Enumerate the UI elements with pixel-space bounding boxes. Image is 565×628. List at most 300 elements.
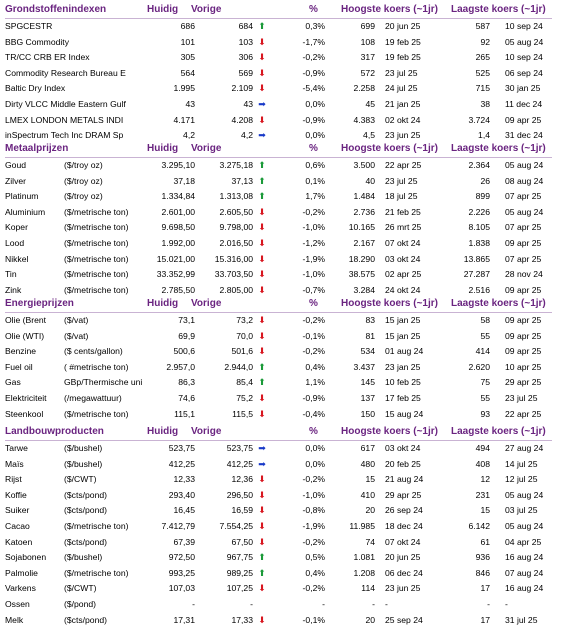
- previous-price: 17,33: [231, 614, 253, 625]
- previous-price: 7.554,25: [219, 520, 253, 531]
- col-header-previous: Vorige: [191, 143, 222, 154]
- section-1: [5, 141, 552, 298]
- previous-price: 67,50: [231, 536, 253, 547]
- arrow-up-icon: ⬆: [258, 175, 266, 186]
- table-row: [5, 252, 552, 268]
- change-pct: -0,9%: [302, 114, 325, 125]
- high-date: 23 jul 25: [385, 67, 418, 78]
- current-price: 1.992,00: [161, 237, 195, 248]
- low-date: 09 apr 25: [505, 330, 542, 341]
- arrow-down-icon: ⬇: [258, 505, 266, 516]
- change-pct: 0,0%: [305, 130, 325, 141]
- high-date: 10 feb 25: [385, 377, 421, 388]
- commodity-name: Lood: [5, 237, 25, 248]
- change-pct: -1,9%: [302, 520, 325, 531]
- previous-price: 43: [243, 98, 253, 109]
- change-pct: -0,4%: [302, 408, 325, 419]
- commodity-name: Palmolie: [5, 567, 38, 578]
- low-value: 26: [480, 175, 490, 186]
- table-row: [5, 407, 552, 423]
- col-header-previous: Vorige: [191, 298, 222, 309]
- arrow-right-icon: ➡: [258, 443, 266, 453]
- high-value: 150: [360, 408, 375, 419]
- low-date: 09 apr 25: [505, 346, 542, 357]
- change-pct: 0,0%: [305, 443, 325, 453]
- table-row: [5, 566, 552, 582]
- table-row: [5, 550, 552, 566]
- section-title: Metaalprijzen: [5, 143, 69, 154]
- previous-price: 684: [238, 21, 253, 31]
- commodity-name: Fuel oil: [5, 361, 33, 372]
- change-pct: 1,7%: [305, 191, 325, 202]
- low-value: 936: [475, 552, 490, 563]
- commodity-name: Koffie: [5, 489, 27, 500]
- table-row: [5, 313, 552, 329]
- high-value: 137: [360, 392, 375, 403]
- low-date: 30 jan 25: [505, 83, 541, 94]
- commodity-unit: ($/metrische ton): [64, 253, 129, 264]
- commodity-name: Maïs: [5, 458, 24, 469]
- table-row: [5, 50, 552, 66]
- change-pct: -0,2%: [302, 536, 325, 547]
- col-header-current: Huidig: [147, 426, 179, 437]
- high-date: 23 jun 25: [385, 583, 421, 594]
- high-value: 699: [360, 21, 375, 31]
- previous-price: 2.944,0: [224, 361, 253, 372]
- table-row: [5, 344, 552, 360]
- high-value: 114: [361, 583, 375, 594]
- low-date: 10 sep 24: [505, 21, 543, 31]
- high-date: 23 jun 25: [385, 130, 421, 141]
- low-value: 17: [480, 614, 490, 625]
- low-value: 58: [480, 315, 490, 325]
- low-date: 06 sep 24: [505, 67, 543, 78]
- arrow-up-icon: ⬆: [258, 21, 266, 31]
- section-title: Grondstoffenindexen: [5, 4, 107, 15]
- previous-price: 3.275,18: [219, 160, 253, 170]
- current-price: 993,25: [168, 567, 195, 578]
- commodity-name: Zink: [5, 284, 22, 295]
- high-date: 20 feb 25: [385, 458, 421, 469]
- low-date: 07 apr 25: [505, 191, 542, 202]
- change-pct: -1,0%: [302, 269, 325, 280]
- arrow-down-icon: ⬇: [258, 269, 266, 280]
- low-date: 10 apr 25: [505, 361, 542, 372]
- high-value: 11.985: [349, 520, 375, 531]
- commodity-name: Koper: [5, 222, 28, 233]
- commodity-unit: ($cts/pond): [64, 614, 107, 625]
- commodity-name: Olie (WTI): [5, 330, 45, 341]
- previous-price: 103: [238, 36, 253, 47]
- low-date: 05 aug 24: [505, 206, 544, 217]
- current-price: 73,1: [178, 315, 195, 325]
- table-row: [5, 19, 552, 35]
- previous-price: 296,50: [226, 489, 253, 500]
- change-pct: -0,7%: [302, 284, 325, 295]
- change-pct: 0,4%: [305, 361, 325, 372]
- high-value: 45: [365, 98, 375, 109]
- low-value: 55: [480, 392, 490, 403]
- high-value: 1.208: [353, 567, 375, 578]
- current-price: 523,75: [168, 443, 195, 453]
- low-value: 846: [475, 567, 490, 578]
- arrow-down-icon: ⬇: [258, 67, 266, 78]
- high-value: 4.383: [353, 114, 375, 125]
- previous-price: 1.313,08: [219, 191, 253, 202]
- low-date: 16 aug 24: [505, 552, 544, 563]
- low-value: 75: [480, 377, 490, 388]
- arrow-down-icon: ⬇: [258, 330, 266, 341]
- high-value: -: [372, 598, 375, 609]
- change-pct: -0,2%: [302, 346, 325, 357]
- low-value: 55: [480, 330, 490, 341]
- high-date: 25 sep 24: [385, 614, 423, 625]
- commodity-name: Suiker: [5, 505, 30, 516]
- table-row: [5, 360, 552, 376]
- previous-price: 989,25: [226, 567, 253, 578]
- arrow-down-icon: ⬇: [258, 206, 266, 217]
- low-date: 07 aug 24: [505, 567, 544, 578]
- previous-price: 12,36: [231, 474, 253, 485]
- low-value: 1.838: [468, 237, 490, 248]
- low-value: 715: [475, 83, 490, 94]
- low-date: 23 jul 25: [505, 392, 538, 403]
- high-date: 21 jan 25: [385, 98, 421, 109]
- commodity-name: BBG Commodity: [5, 36, 69, 47]
- high-date: 07 okt 24: [385, 237, 421, 248]
- commodity-name: Commodity Research Bureau E: [5, 67, 126, 78]
- arrow-down-icon: ⬇: [258, 83, 266, 94]
- current-price: 115,1: [174, 408, 195, 419]
- section-header: [5, 141, 552, 158]
- table-row: [5, 158, 552, 174]
- table-row: [5, 35, 552, 51]
- low-date: 05 aug 24: [505, 36, 544, 47]
- low-date: -: [505, 598, 508, 609]
- change-pct: -1,0%: [302, 489, 325, 500]
- commodity-name: LMEX LONDON METALS INDI: [5, 114, 124, 125]
- commodity-unit: ($/vat): [64, 330, 89, 341]
- table-row: [5, 441, 552, 457]
- current-price: 4,2: [183, 130, 195, 141]
- commodity-name: Rijst: [5, 474, 22, 485]
- change-pct: 0,5%: [305, 552, 325, 563]
- high-value: 18.290: [348, 253, 375, 264]
- change-pct: -0,8%: [302, 505, 325, 516]
- high-date: 01 aug 24: [385, 346, 424, 357]
- commodity-unit: ($/metrische ton): [64, 237, 129, 248]
- change-pct: -1,9%: [302, 253, 325, 264]
- current-price: 9.698,50: [161, 222, 195, 233]
- low-value: 2.226: [468, 206, 490, 217]
- commodity-name: Dirty VLCC Middle Eastern Gulf: [5, 98, 126, 109]
- low-date: 05 aug 24: [505, 160, 544, 170]
- arrow-right-icon: ➡: [258, 98, 266, 109]
- commodity-unit: ( #metrische ton): [64, 361, 129, 372]
- table-row: [5, 597, 552, 613]
- arrow-up-icon: ⬆: [258, 361, 266, 372]
- high-value: 83: [365, 315, 375, 325]
- high-date: 20 jun 25: [385, 21, 421, 31]
- commodity-name: TR/CC CRB ER Index: [5, 52, 90, 63]
- change-pct: 1,1%: [305, 377, 325, 388]
- low-value: 92: [480, 36, 490, 47]
- low-date: 09 apr 25: [505, 315, 542, 325]
- arrow-down-icon: ⬇: [258, 614, 266, 625]
- previous-price: -: [250, 598, 253, 609]
- commodity-name: SPGCESTR: [5, 21, 53, 31]
- high-date: 24 jul 25: [385, 83, 418, 94]
- low-date: 11 dec 24: [505, 98, 543, 109]
- current-price: 74,6: [178, 392, 195, 403]
- high-value: 2.736: [353, 206, 375, 217]
- previous-price: 115,5: [232, 408, 253, 419]
- previous-price: 306: [238, 52, 253, 63]
- low-value: 414: [475, 346, 490, 357]
- commodity-unit: ($/vat): [64, 315, 89, 325]
- col-header-pct: %: [309, 4, 318, 15]
- current-price: 33.352,99: [156, 269, 195, 280]
- high-value: 1.081: [353, 552, 375, 563]
- low-value: 2.364: [468, 160, 490, 170]
- col-header-low: Laagste koers (~1jr): [451, 426, 546, 437]
- previous-price: 75,2: [236, 392, 253, 403]
- high-date: 24 okt 24: [385, 284, 421, 295]
- high-date: 15 jan 25: [385, 330, 421, 341]
- section-title: Energieprijzen: [5, 298, 74, 309]
- arrow-down-icon: ⬇: [258, 392, 266, 403]
- current-price: 412,25: [168, 458, 195, 469]
- commodity-name: Sojabonen: [5, 552, 47, 563]
- low-date: 29 apr 25: [505, 377, 542, 388]
- current-price: 1.334,84: [161, 191, 195, 202]
- low-date: 03 jul 25: [505, 505, 538, 516]
- high-date: -: [385, 598, 388, 609]
- col-header-current: Huidig: [147, 143, 179, 154]
- high-date: 02 okt 24: [385, 114, 421, 125]
- commodity-unit: (/megawattuur): [64, 392, 122, 403]
- previous-price: 2.016,50: [219, 237, 253, 248]
- current-price: 37,18: [173, 175, 195, 186]
- commodity-unit: GBp/Thermische uni: [64, 377, 143, 388]
- current-price: 101: [180, 36, 195, 47]
- change-pct: -0,2%: [302, 315, 325, 325]
- commodity-unit: ($/metrische ton): [64, 520, 129, 531]
- commodity-unit: ($/metrische ton): [64, 269, 129, 280]
- arrow-right-icon: ➡: [258, 130, 266, 141]
- high-value: 74: [365, 536, 375, 547]
- current-price: 7.412,79: [161, 520, 195, 531]
- commodity-name: Cacao: [5, 520, 30, 531]
- change-pct: -1,7%: [302, 36, 325, 47]
- table-row: [5, 613, 552, 628]
- previous-price: 2.109: [231, 83, 253, 94]
- col-header-high: Hoogste koers (~1jr): [341, 298, 438, 309]
- high-value: 480: [360, 458, 375, 469]
- table-row: [5, 391, 552, 407]
- current-price: 500,6: [173, 346, 195, 357]
- previous-price: 967,75: [226, 552, 253, 563]
- commodity-unit: ($/CWT): [64, 474, 97, 485]
- section-0: [5, 2, 552, 144]
- low-value: 2.620: [468, 361, 490, 372]
- change-pct: -0,2%: [302, 474, 325, 485]
- high-value: 617: [360, 443, 375, 453]
- arrow-down-icon: ⬇: [258, 408, 266, 419]
- low-date: 05 aug 24: [505, 520, 544, 531]
- low-value: 587: [475, 21, 490, 31]
- commodity-name: inSpectrum Tech Inc DRAM Sp: [5, 130, 124, 141]
- high-value: 1.484: [353, 191, 375, 202]
- high-date: 03 okt 24: [385, 443, 421, 453]
- commodity-unit: ($/CWT): [64, 583, 97, 594]
- commodity-unit: ($/pond): [64, 598, 97, 609]
- current-price: 686: [180, 21, 195, 31]
- arrow-down-icon: ⬇: [258, 520, 266, 531]
- high-date: 20 jun 25: [385, 552, 421, 563]
- col-header-pct: %: [309, 143, 318, 154]
- arrow-up-icon: ⬆: [258, 191, 266, 202]
- commodity-name: Benzine: [5, 346, 37, 357]
- commodity-name: Katoen: [5, 536, 33, 547]
- table-row: [5, 220, 552, 236]
- high-value: 3.500: [353, 160, 375, 170]
- high-date: 06 dec 24: [385, 567, 423, 578]
- high-value: 3.284: [353, 284, 375, 295]
- low-date: 10 sep 24: [505, 52, 543, 63]
- low-date: 27 aug 24: [505, 443, 544, 453]
- commodity-name: Baltic Dry Index: [5, 83, 66, 94]
- col-header-current: Huidig: [147, 298, 179, 309]
- low-date: 08 aug 24: [505, 175, 544, 186]
- commodity-unit: ($ cents/gallon): [64, 346, 123, 357]
- high-value: 15: [365, 474, 375, 485]
- col-header-high: Hoogste koers (~1jr): [341, 4, 438, 15]
- current-price: 67,39: [173, 536, 195, 547]
- arrow-up-icon: ⬆: [258, 552, 266, 563]
- arrow-down-icon: ⬇: [258, 253, 266, 264]
- previous-price: 37,13: [231, 175, 253, 186]
- low-value: 27.287: [463, 269, 490, 280]
- low-value: 2.516: [468, 284, 490, 295]
- change-pct: -0,1%: [302, 614, 325, 625]
- low-value: 1,4: [478, 130, 490, 141]
- arrow-up-icon: ⬆: [258, 160, 266, 170]
- commodity-name: Melk: [5, 614, 24, 625]
- previous-price: 15.316,00: [214, 253, 253, 264]
- low-date: 14 jul 25: [505, 458, 538, 469]
- arrow-down-icon: ⬇: [258, 489, 266, 500]
- arrow-down-icon: ⬇: [258, 114, 266, 125]
- low-date: 16 aug 24: [505, 583, 544, 594]
- change-pct: -0,9%: [302, 392, 325, 403]
- table-row: [5, 267, 552, 283]
- table-row: [5, 174, 552, 190]
- low-value: 3.724: [468, 114, 490, 125]
- high-value: 2.258: [353, 83, 375, 94]
- current-price: 15.021,00: [156, 253, 195, 264]
- high-value: 20: [365, 614, 375, 625]
- current-price: 86,3: [178, 377, 195, 388]
- high-date: 19 feb 25: [385, 36, 421, 47]
- section-2: [5, 296, 552, 422]
- commodity-unit: ($/metrische ton): [64, 284, 129, 295]
- col-header-low: Laagste koers (~1jr): [451, 143, 546, 154]
- commodity-name: Elektriciteit: [5, 392, 47, 403]
- previous-price: 73,2: [236, 315, 253, 325]
- col-header-current: Huidig: [147, 4, 179, 15]
- table-row: [5, 457, 552, 473]
- commodity-name: Tarwe: [5, 443, 28, 453]
- change-pct: -5,4%: [302, 83, 325, 94]
- commodity-unit: ($/metrische ton): [64, 567, 129, 578]
- table-row: [5, 66, 552, 82]
- table-row: [5, 519, 552, 535]
- commodity-unit: ($/metrische ton): [64, 222, 129, 233]
- previous-price: 9.798,00: [219, 222, 253, 233]
- high-date: 26 mrt 25: [385, 222, 422, 233]
- change-pct: -: [322, 598, 325, 609]
- high-value: 410: [360, 489, 375, 500]
- current-price: 2.957,0: [166, 361, 195, 372]
- commodity-unit: ($/metrische ton): [64, 206, 129, 217]
- current-price: 107,03: [168, 583, 195, 594]
- commodity-unit: ($cts/pond): [64, 505, 107, 516]
- arrow-down-icon: ⬇: [258, 315, 266, 325]
- high-date: 07 okt 24: [385, 536, 421, 547]
- commodity-name: Gas: [5, 377, 21, 388]
- arrow-down-icon: ⬇: [258, 52, 266, 63]
- col-header-pct: %: [309, 426, 318, 437]
- table-row: [5, 236, 552, 252]
- previous-price: 107,25: [226, 583, 253, 594]
- change-pct: -1,0%: [302, 222, 325, 233]
- table-row: [5, 81, 552, 97]
- low-date: 28 nov 24: [505, 269, 543, 280]
- commodity-name: Tin: [5, 269, 17, 280]
- low-value: 408: [475, 458, 490, 469]
- high-value: 2.167: [353, 237, 375, 248]
- high-date: 18 jul 25: [385, 191, 418, 202]
- table-row: [5, 189, 552, 205]
- commodity-unit: ($/bushel): [64, 443, 103, 453]
- previous-price: 412,25: [226, 458, 253, 469]
- high-value: 81: [365, 330, 375, 341]
- low-date: 12 jul 25: [505, 474, 538, 485]
- change-pct: 0,4%: [305, 567, 325, 578]
- high-date: 15 aug 24: [385, 408, 424, 419]
- previous-price: 569: [238, 67, 253, 78]
- col-header-previous: Vorige: [191, 4, 222, 15]
- arrow-down-icon: ⬇: [258, 284, 266, 295]
- commodity-unit: ($/troy oz): [64, 175, 103, 186]
- low-date: 04 apr 25: [505, 536, 542, 547]
- previous-price: 4.208: [231, 114, 253, 125]
- previous-price: 70,0: [236, 330, 253, 341]
- high-date: 03 okt 24: [385, 253, 421, 264]
- low-value: 61: [480, 536, 490, 547]
- current-price: 4.171: [173, 114, 195, 125]
- low-value: 8.105: [468, 222, 490, 233]
- previous-price: 4,2: [241, 130, 253, 141]
- high-date: 21 aug 24: [385, 474, 424, 485]
- high-date: 29 apr 25: [385, 489, 422, 500]
- low-date: 09 apr 25: [505, 114, 542, 125]
- change-pct: 0,1%: [305, 175, 325, 186]
- high-value: 317: [360, 52, 375, 63]
- commodity-unit: ($/metrische ton): [64, 408, 129, 419]
- change-pct: 0,0%: [305, 98, 325, 109]
